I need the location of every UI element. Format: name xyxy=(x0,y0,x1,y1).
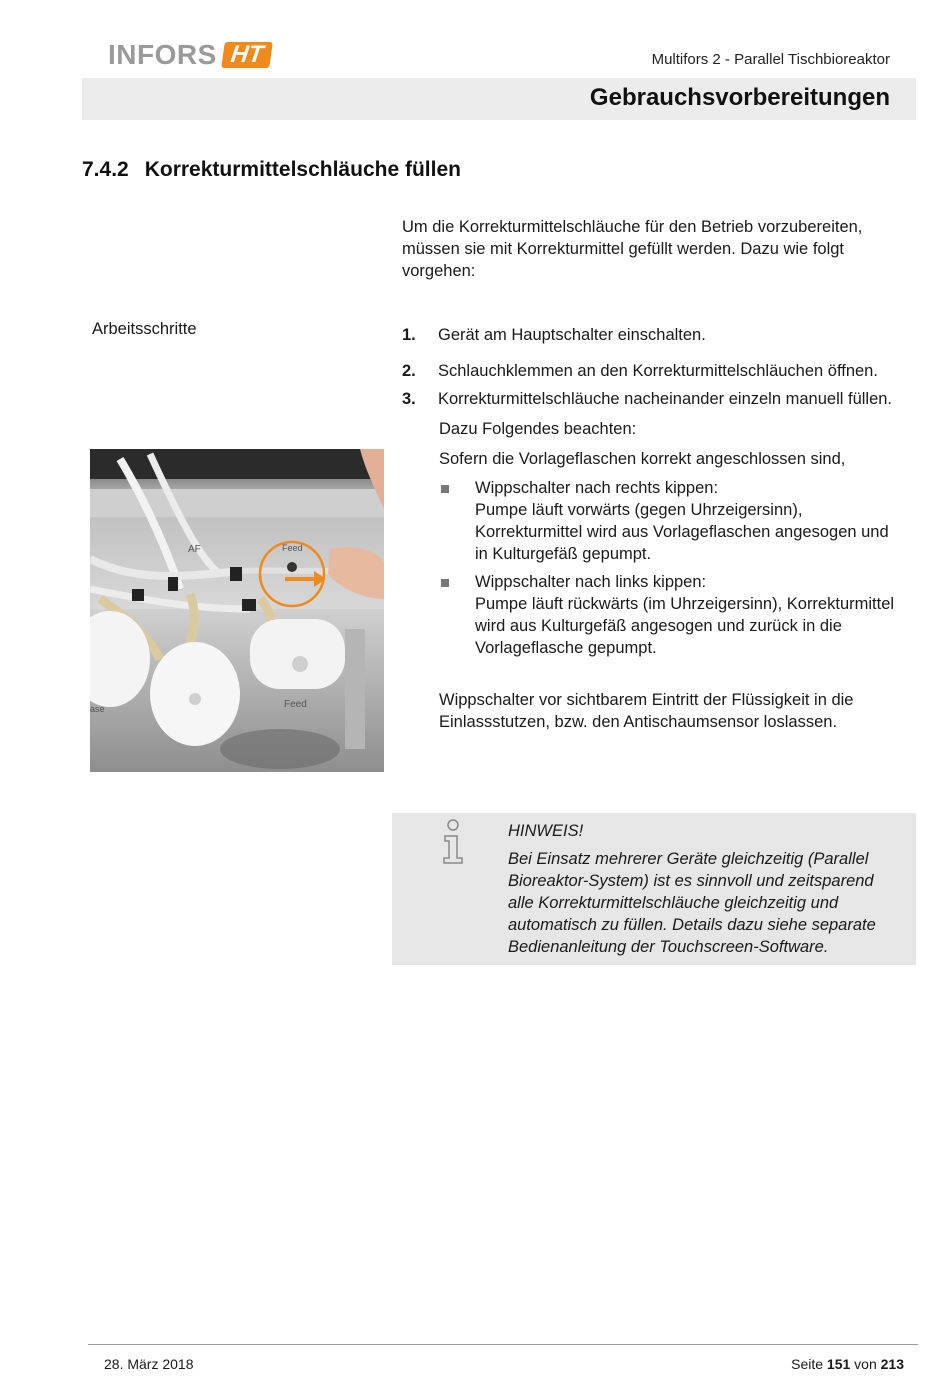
step3-note: Dazu Folgendes beachten: xyxy=(439,420,637,438)
bullet-item xyxy=(439,571,905,659)
section-title: Korrekturmittelschläuche füllen xyxy=(144,158,461,181)
step-item xyxy=(402,360,918,382)
infors-ht-logo xyxy=(108,40,271,70)
step-number: 3. xyxy=(402,390,416,408)
page-number xyxy=(791,1356,904,1372)
section-number: 7.4.2 xyxy=(82,158,129,181)
bullet-item xyxy=(439,477,905,565)
release-note: Wippschalter vor sichtbarem Eintritt der Flüssigkeit in die Einlassstutzen, bzw. den Antischaumsensor loslassen. xyxy=(439,691,854,731)
bullet-title: Wippschalter nach links kippen: xyxy=(475,573,707,591)
photo-label-base: ase xyxy=(90,704,105,714)
photo-label-feed-bottom: Feed xyxy=(284,699,307,710)
photo-label-af: AF xyxy=(188,544,201,555)
step-number: 1. xyxy=(402,326,416,344)
intro-paragraph: Um die Korrekturmittelschläuche für den Betrieb vorzubereiten, müssen sie mit Korrekturmittel gefüllt werden. Dazu wie folgt vorgehen: xyxy=(402,218,863,280)
footer-date: 28. März 2018 xyxy=(104,1356,194,1372)
bullet-text: Pumpe läuft rückwärts (im Uhrzeigersinn), Korrekturmittel wird aus Kulturgefäß angesogen und zurück in die Vorlageflasche gepumpt. xyxy=(475,595,895,657)
step-number: 2. xyxy=(402,362,416,380)
bullet-title: Wippschalter nach rechts kippen: xyxy=(475,479,719,497)
document-title: Multifors 2 - Parallel Tischbioreaktor xyxy=(651,51,890,68)
step-item xyxy=(402,388,918,410)
logo-accent: HT xyxy=(221,42,273,68)
chapter-title: Gebrauchsvorbereitungen xyxy=(589,84,890,111)
notice-text: Bei Einsatz mehrerer Geräte gleichzeitig (Parallel Bioreaktor-System) ist es sinnvoll und zeitsparend alle Korrekturmittelschläuche gleichzeitig und automatisch zu füllen. Details dazu siehe separate Bedienanleitung der Touchscreen-Software. xyxy=(508,850,876,956)
pump-photo xyxy=(90,449,384,772)
step-item xyxy=(402,324,918,346)
side-label-steps: Arbeitsschritte xyxy=(92,320,197,338)
notice-heading: HINWEIS! xyxy=(508,822,584,840)
logo-text: INFORS xyxy=(108,39,217,70)
bullet-square-icon xyxy=(439,477,475,565)
photo-label-feed-top: Feed xyxy=(282,543,303,553)
footer-divider xyxy=(88,1344,918,1345)
page-separator: von xyxy=(854,1356,877,1372)
bullet-square-icon xyxy=(439,571,475,659)
step-text: Korrekturmittelschläuche nacheinander einzeln manuell füllen. xyxy=(438,390,893,408)
section-heading xyxy=(82,158,461,182)
step-text: Schlauchklemmen an den Korrekturmittelschläuchen öffnen. xyxy=(438,362,878,380)
info-icon xyxy=(438,818,468,866)
step-text: Gerät am Hauptschalter einschalten. xyxy=(438,326,706,344)
bullet-text: Pumpe läuft vorwärts (gegen Uhrzeigersinn), Korrekturmittel wird aus Vorlageflaschen angesogen und in Kulturgefäß gepumpt. xyxy=(475,501,889,563)
page-prefix: Seite xyxy=(791,1356,824,1372)
condition-text: Sofern die Vorlageflaschen korrekt angeschlossen sind, xyxy=(439,450,846,468)
page-total: 213 xyxy=(880,1356,904,1372)
page-current: 151 xyxy=(826,1356,851,1372)
